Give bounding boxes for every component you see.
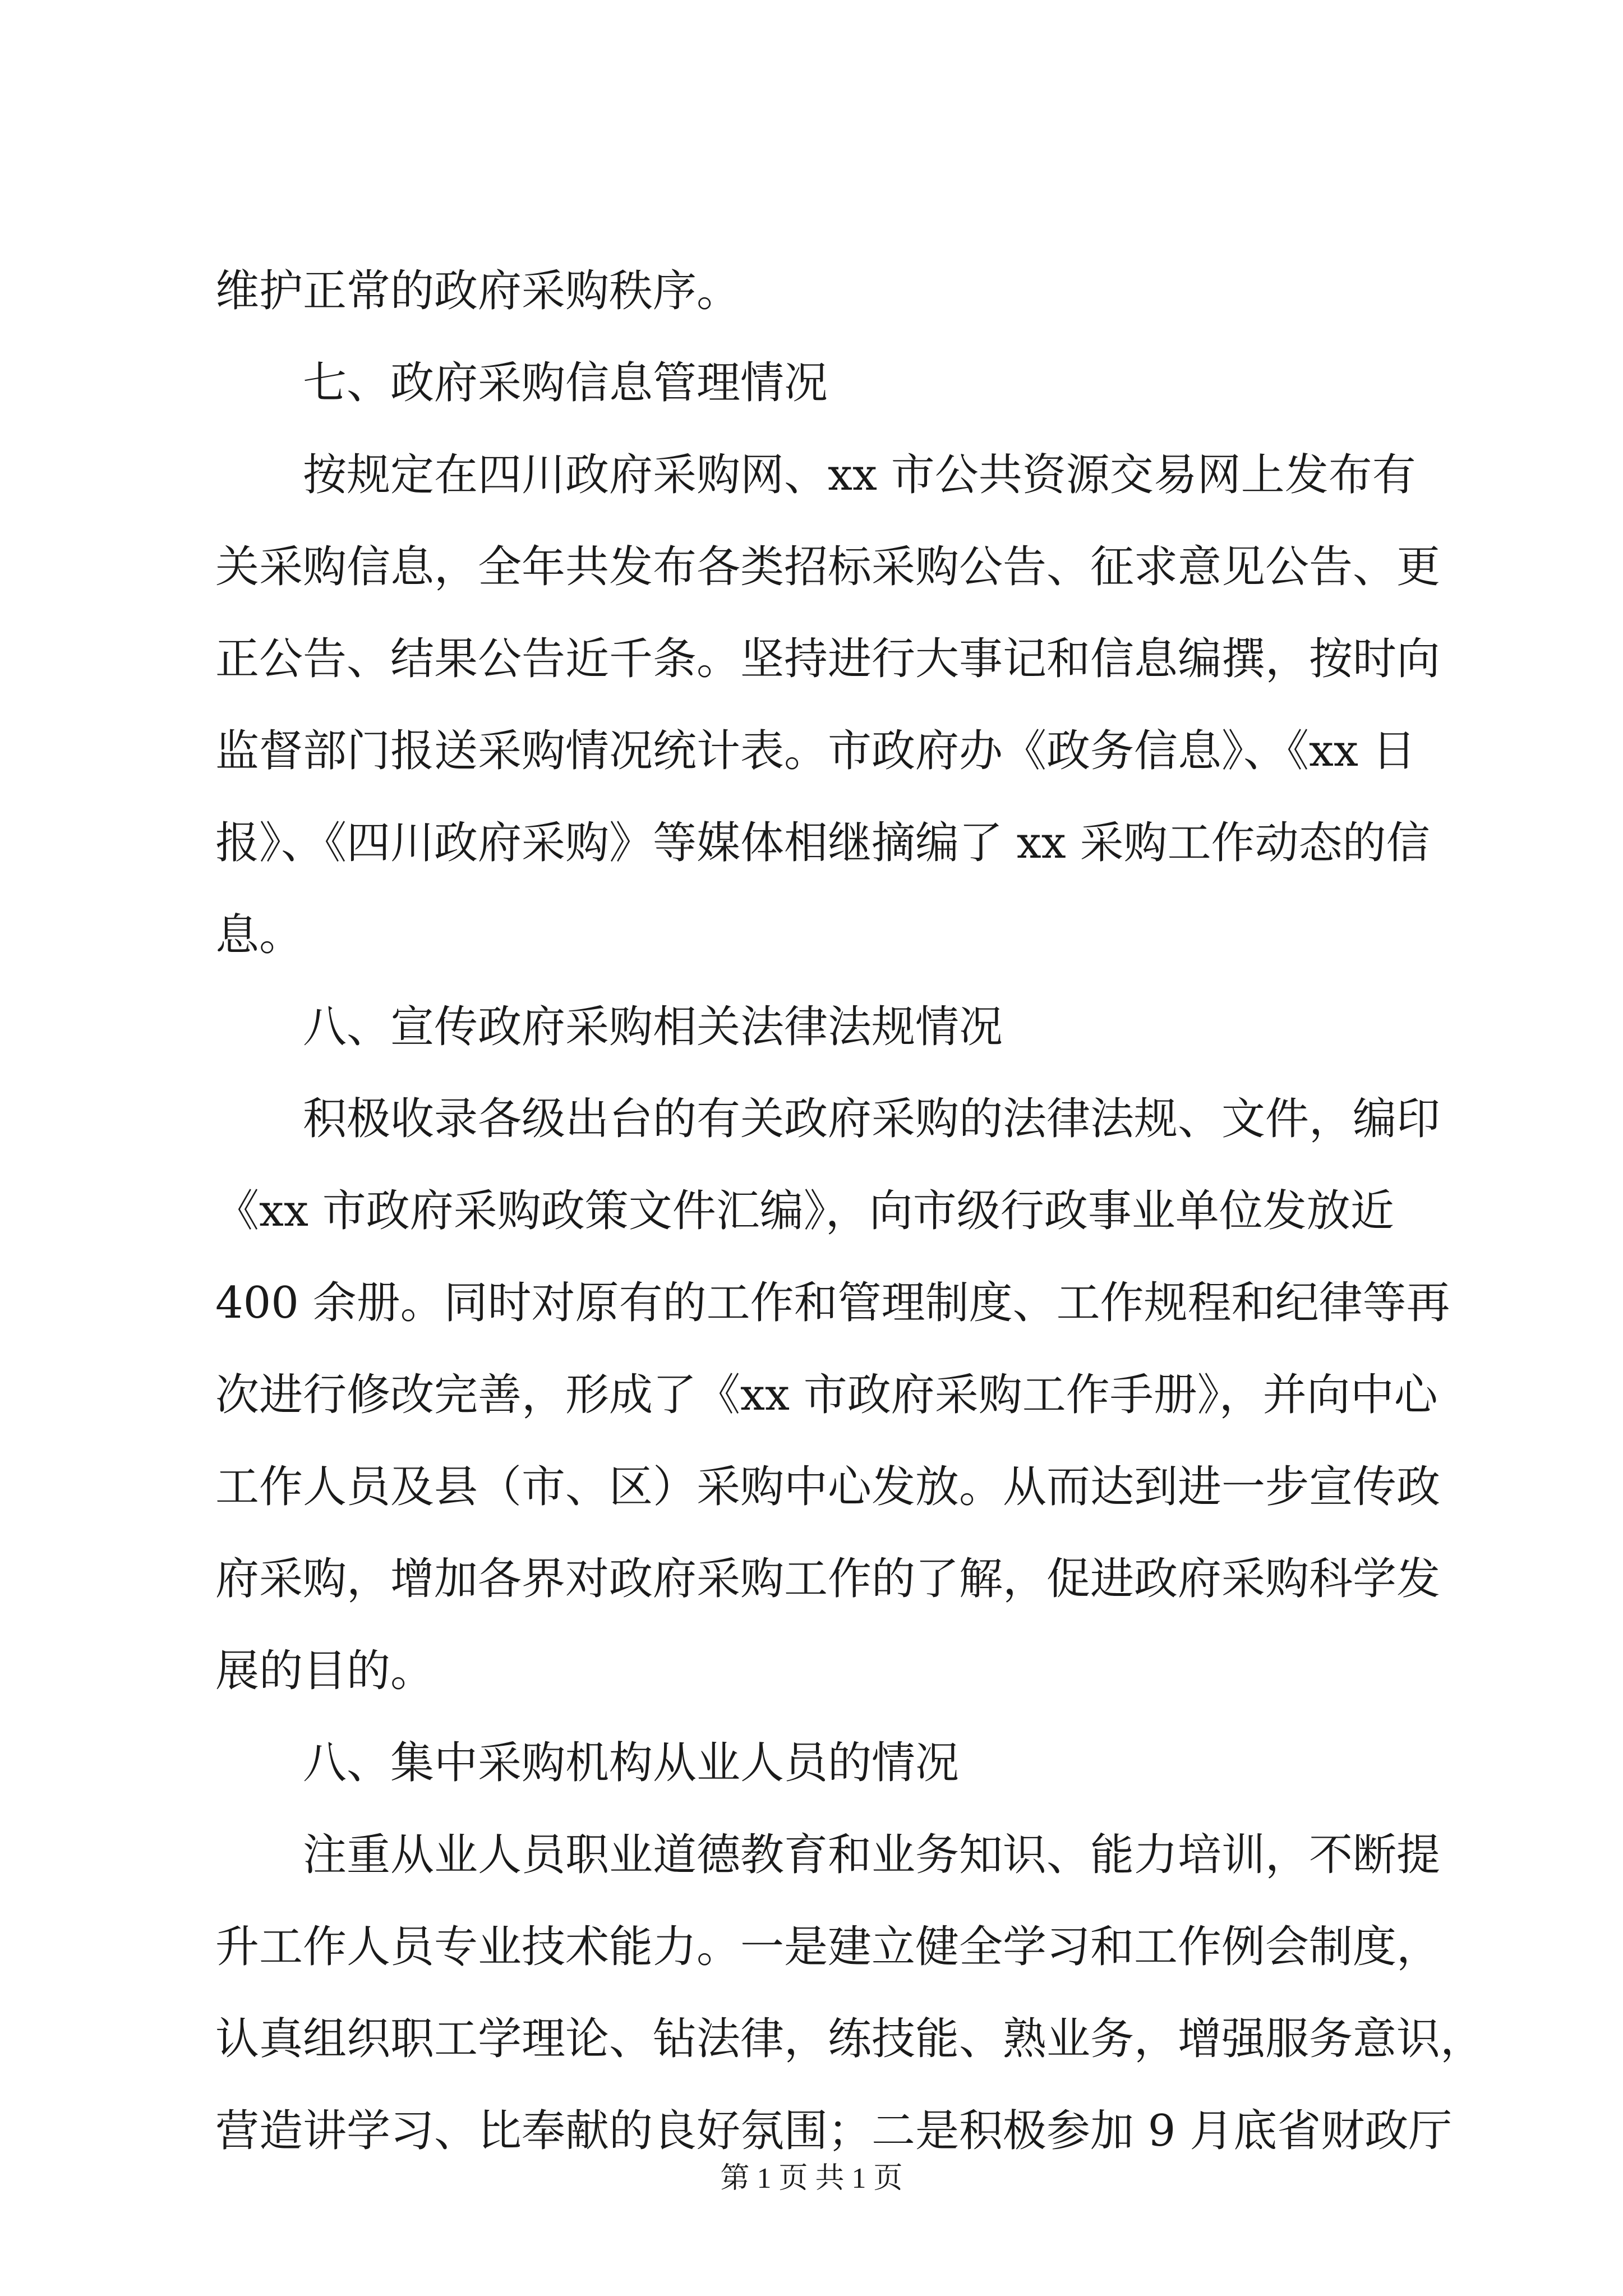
page-footer: 第 1 页 共 1 页: [720, 2162, 903, 2194]
text-line: 营造讲学习、比奉献的良好氛围；二是积极参加 9 月底省财政厅: [215, 2106, 1453, 2156]
section-heading: 七、政府采购信息管理情况: [303, 358, 828, 408]
text-line: 积极收录各级出台的有关政府采购的法律法规、文件，编印: [303, 1094, 1441, 1144]
section-heading: 八、宣传政府采购相关法律法规情况: [303, 1002, 1003, 1052]
text-line: 400 余册。同时对原有的工作和管理制度、工作规程和纪律等再: [215, 1278, 1450, 1328]
text-line: 次进行修改完善，形成了《xx 市政府采购工作手册》，并向中心: [215, 1370, 1438, 1420]
section-heading: 八、集中采购机构从业人员的情况: [303, 1738, 960, 1788]
text-line: 展的目的。: [215, 1646, 435, 1696]
text-line: 认真组织职工学理论、钻法律，练技能、熟业务，增强服务意识，: [215, 2014, 1484, 2064]
text-line: 息。: [215, 910, 303, 960]
text-line: 《xx 市政府采购政策文件汇编》，向市级行政事业单位发放近: [215, 1186, 1394, 1236]
text-line: 正公告、结果公告近千条。坚持进行大事记和信息编撰，按时向: [215, 634, 1441, 684]
text-line: 按规定在四川政府采购网、xx 市公共资源交易网上发布有: [303, 450, 1416, 500]
text-line: 注重从业人员职业道德教育和业务知识、能力培训，不断提: [303, 1830, 1441, 1880]
text-line: 府采购，增加各界对政府采购工作的了解，促进政府采购科学发: [215, 1554, 1441, 1604]
text-line: 关采购信息，全年共发布各类招标采购公告、征求意见公告、更: [215, 542, 1441, 592]
text-line: 监督部门报送采购情况统计表。市政府办《政务信息》、《xx 日: [215, 726, 1416, 776]
text-line: 工作人员及县（市、区）采购中心发放。从而达到进一步宣传政: [215, 1462, 1441, 1512]
text-line: 报》、《四川政府采购》等媒体相继摘编了 xx 采购工作动态的信: [215, 818, 1430, 868]
text-line: 升工作人员专业技术能力。一是建立健全学习和工作例会制度，: [215, 1922, 1441, 1972]
text-line: 维护正常的政府采购秩序。: [215, 266, 741, 316]
